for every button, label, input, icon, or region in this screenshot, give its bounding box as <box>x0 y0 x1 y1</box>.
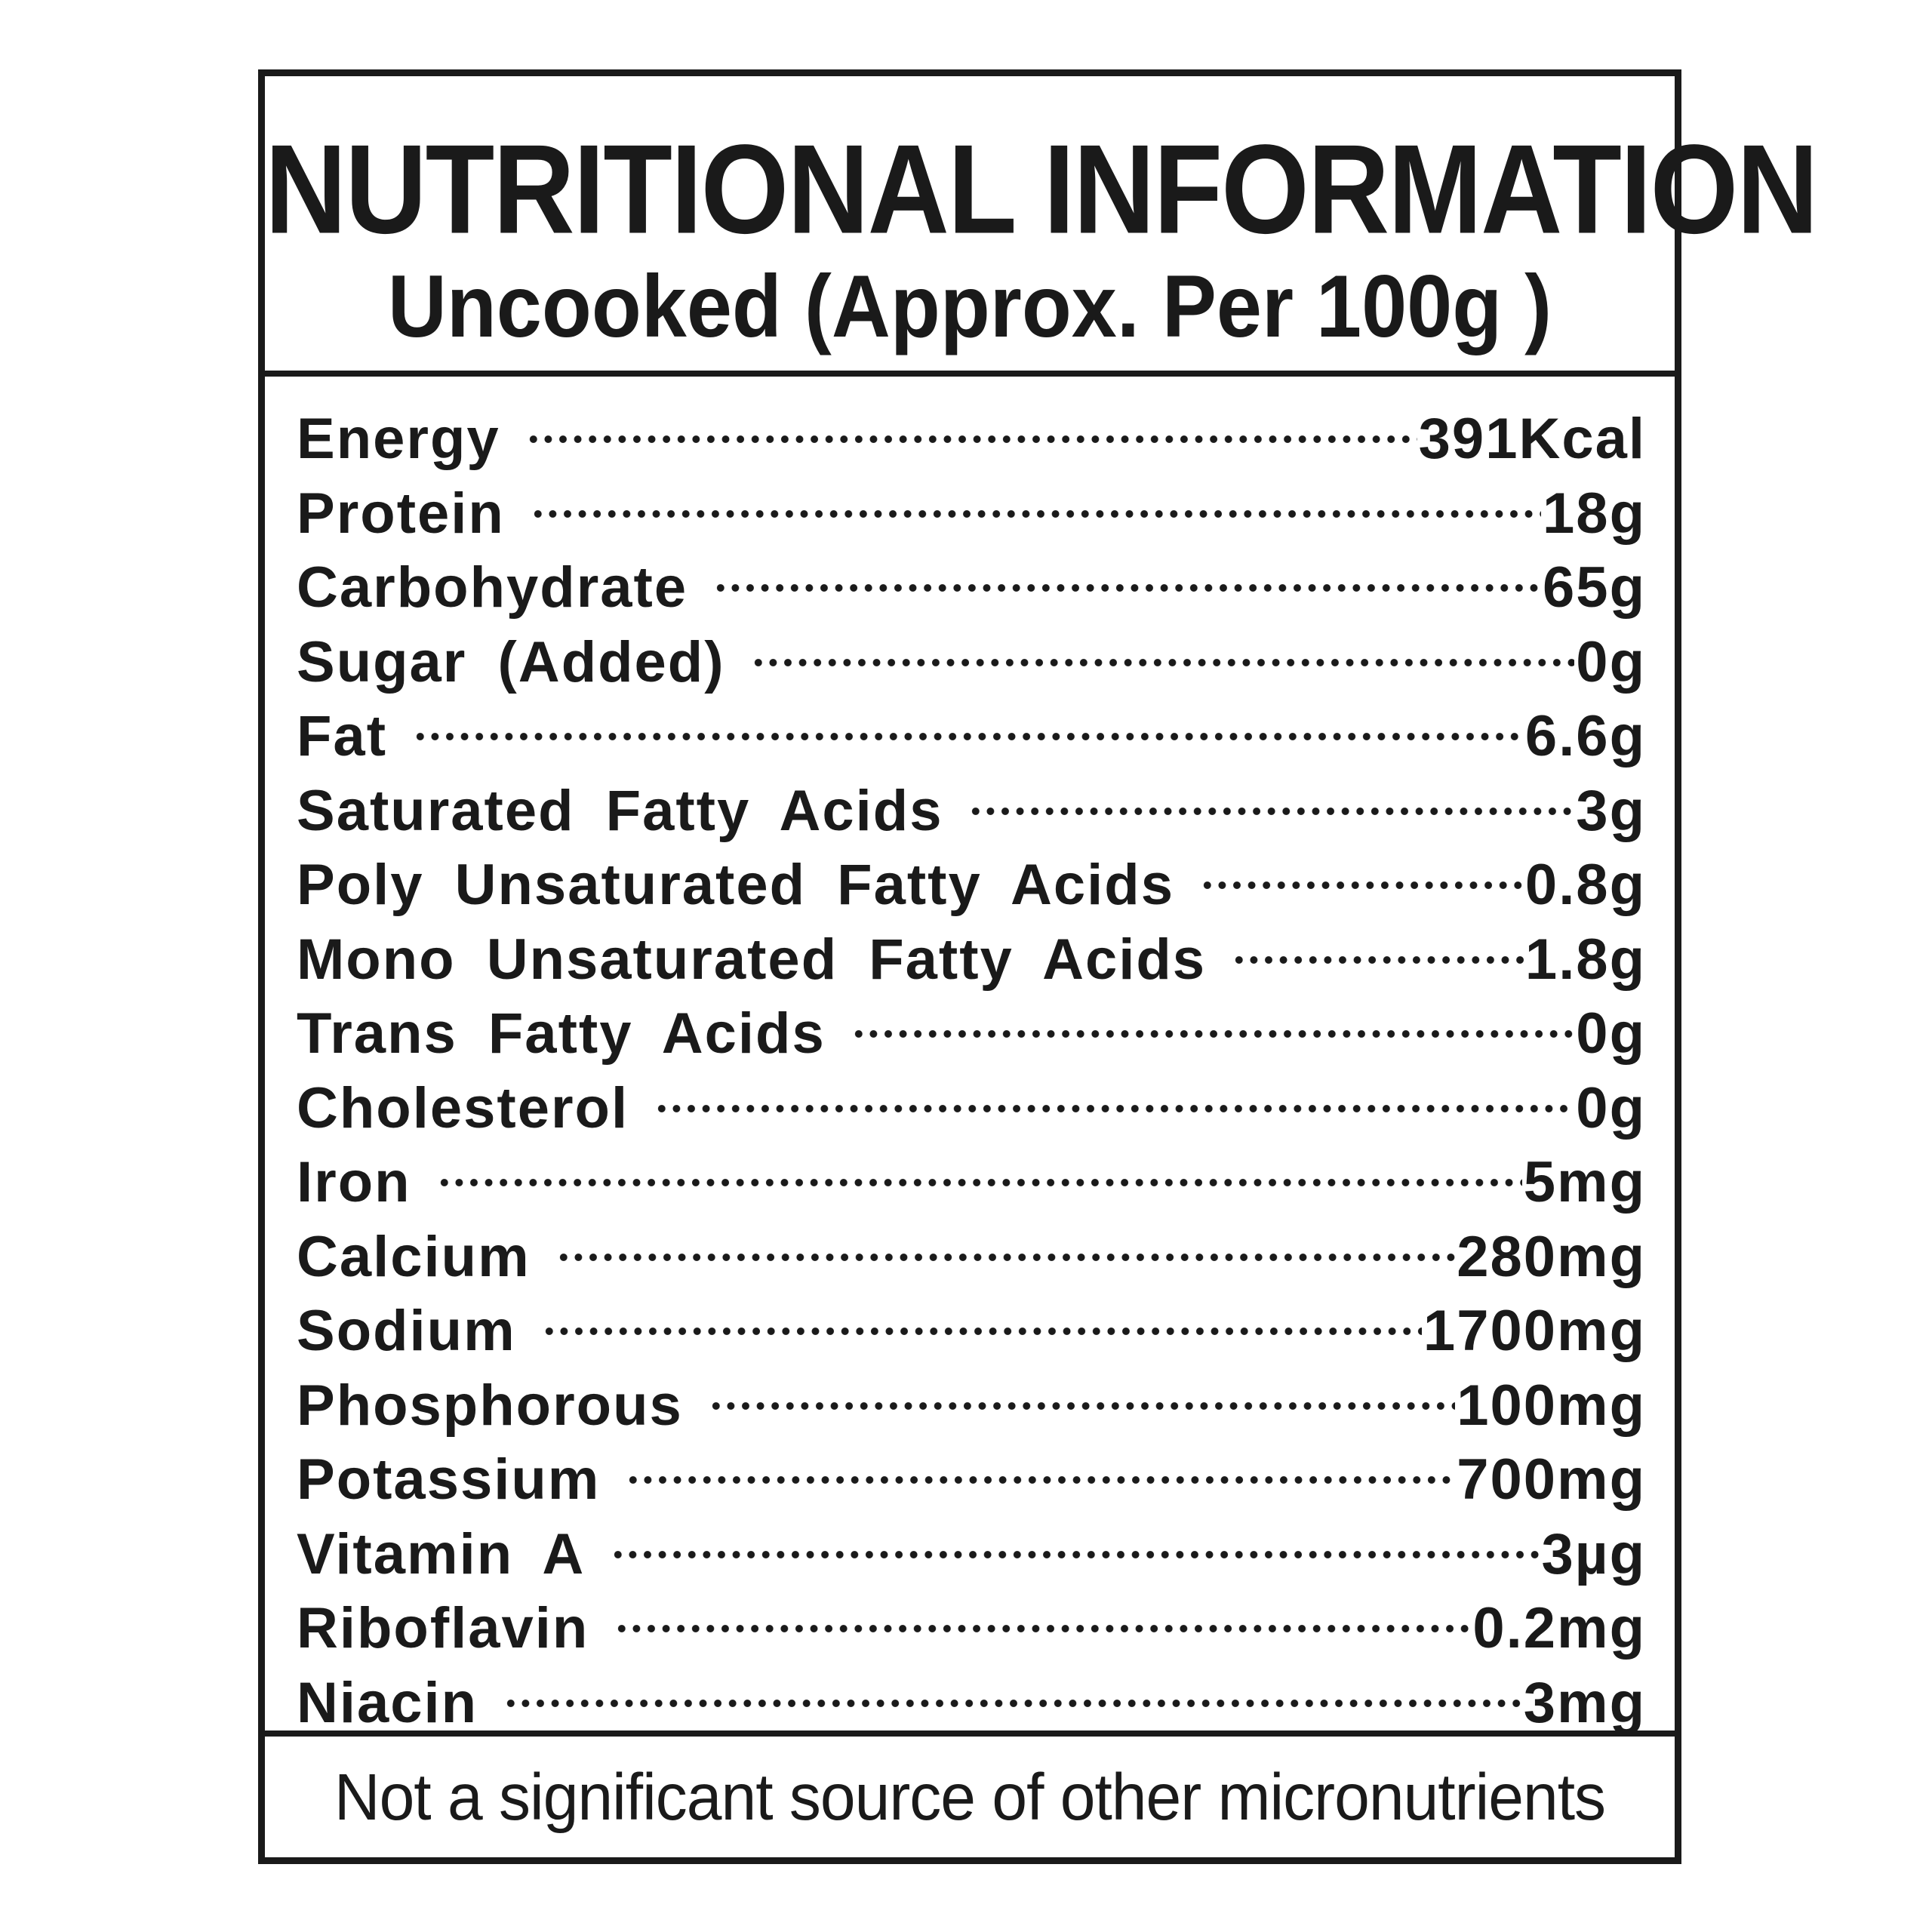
nutrient-value: 65g <box>1543 555 1646 620</box>
nutrient-row-fat <box>297 681 1646 768</box>
nutrient-value: 1.8g <box>1524 927 1646 992</box>
nutrient-value: 0g <box>1576 1001 1646 1066</box>
nutrient-row-calcium <box>297 1202 1646 1289</box>
nutrient-value: 391Kcal <box>1418 407 1646 471</box>
label-header <box>265 76 1817 377</box>
nutrient-name: Fat <box>297 704 387 768</box>
label-footer <box>265 1730 1675 1857</box>
label-title: NUTRITIONAL INFORMATION <box>265 118 1817 260</box>
dot-leader <box>523 384 1417 458</box>
nutrient-value: 0g <box>1576 629 1646 694</box>
dot-leader <box>608 1500 1540 1574</box>
dot-leader <box>965 756 1574 830</box>
dot-leader <box>434 1128 1522 1201</box>
dot-leader <box>553 1202 1456 1276</box>
nutrient-value: 1700mg <box>1423 1299 1646 1363</box>
nutrient-value: 100mg <box>1457 1373 1646 1438</box>
nutrient-row-iron <box>297 1128 1646 1214</box>
nutrient-name: Potassium <box>297 1447 601 1512</box>
dot-leader <box>611 1574 1471 1647</box>
nutrient-name: Protein <box>297 481 505 546</box>
nutrient-value: 5mg <box>1523 1150 1646 1214</box>
nutrient-name: Cholesterol <box>297 1075 629 1140</box>
nutrient-name: Energy <box>297 407 500 471</box>
nutrient-name: Carbohydrate <box>297 555 688 620</box>
nutrient-value: 0.8g <box>1524 853 1646 917</box>
nutrient-value: 3µg <box>1541 1521 1646 1586</box>
nutrient-value: 700mg <box>1457 1447 1646 1512</box>
dot-leader <box>1197 830 1524 904</box>
nutrient-name: Iron <box>297 1150 411 1214</box>
nutrient-name: Phosphorous <box>297 1373 683 1438</box>
nutrient-row-saturated-fatty-acids <box>297 756 1646 843</box>
dot-leader <box>500 1648 1522 1722</box>
dot-leader <box>706 1351 1455 1425</box>
nutrient-value: 3g <box>1576 778 1646 843</box>
nutrient-name: Sodium <box>297 1299 516 1363</box>
dot-leader <box>710 533 1541 607</box>
footer-note: Not a significant source of other micronutrients <box>334 1760 1606 1834</box>
nutrient-name: Calcium <box>297 1224 531 1289</box>
dot-leader <box>748 608 1575 681</box>
nutrient-name: Poly Unsaturated Fatty Acids <box>297 853 1174 917</box>
nutrient-name: Sugar (Added) <box>297 629 725 694</box>
nutrient-row-energy <box>297 384 1646 471</box>
dot-leader <box>623 1425 1455 1499</box>
dot-leader <box>528 459 1541 533</box>
nutrient-name: Saturated Fatty Acids <box>297 778 943 843</box>
nutrient-value: 6.6g <box>1524 704 1646 768</box>
dot-leader <box>410 681 1524 755</box>
nutrient-value: 3mg <box>1523 1670 1646 1735</box>
label-subtitle: Uncooked (Approx. Per 100g ) <box>387 256 1552 355</box>
dot-leader <box>848 979 1575 1053</box>
nutrient-name: Trans Fatty Acids <box>297 1001 826 1066</box>
nutrient-list <box>297 384 1646 1735</box>
nutrient-value: 280mg <box>1457 1224 1646 1289</box>
dot-leader <box>539 1276 1422 1350</box>
nutrient-name: Niacin <box>297 1670 478 1735</box>
nutrient-value: 0g <box>1576 1075 1646 1140</box>
dot-leader <box>1229 905 1524 979</box>
nutrient-value: 18g <box>1543 481 1646 546</box>
nutrient-name: Vitamin A <box>297 1521 586 1586</box>
nutrition-label <box>258 69 1817 1864</box>
nutrient-value: 0.2mg <box>1472 1596 1646 1660</box>
nutrient-name: Riboflavin <box>297 1596 589 1660</box>
nutrient-name: Mono Unsaturated Fatty Acids <box>297 927 1207 992</box>
dot-leader <box>651 1054 1574 1128</box>
